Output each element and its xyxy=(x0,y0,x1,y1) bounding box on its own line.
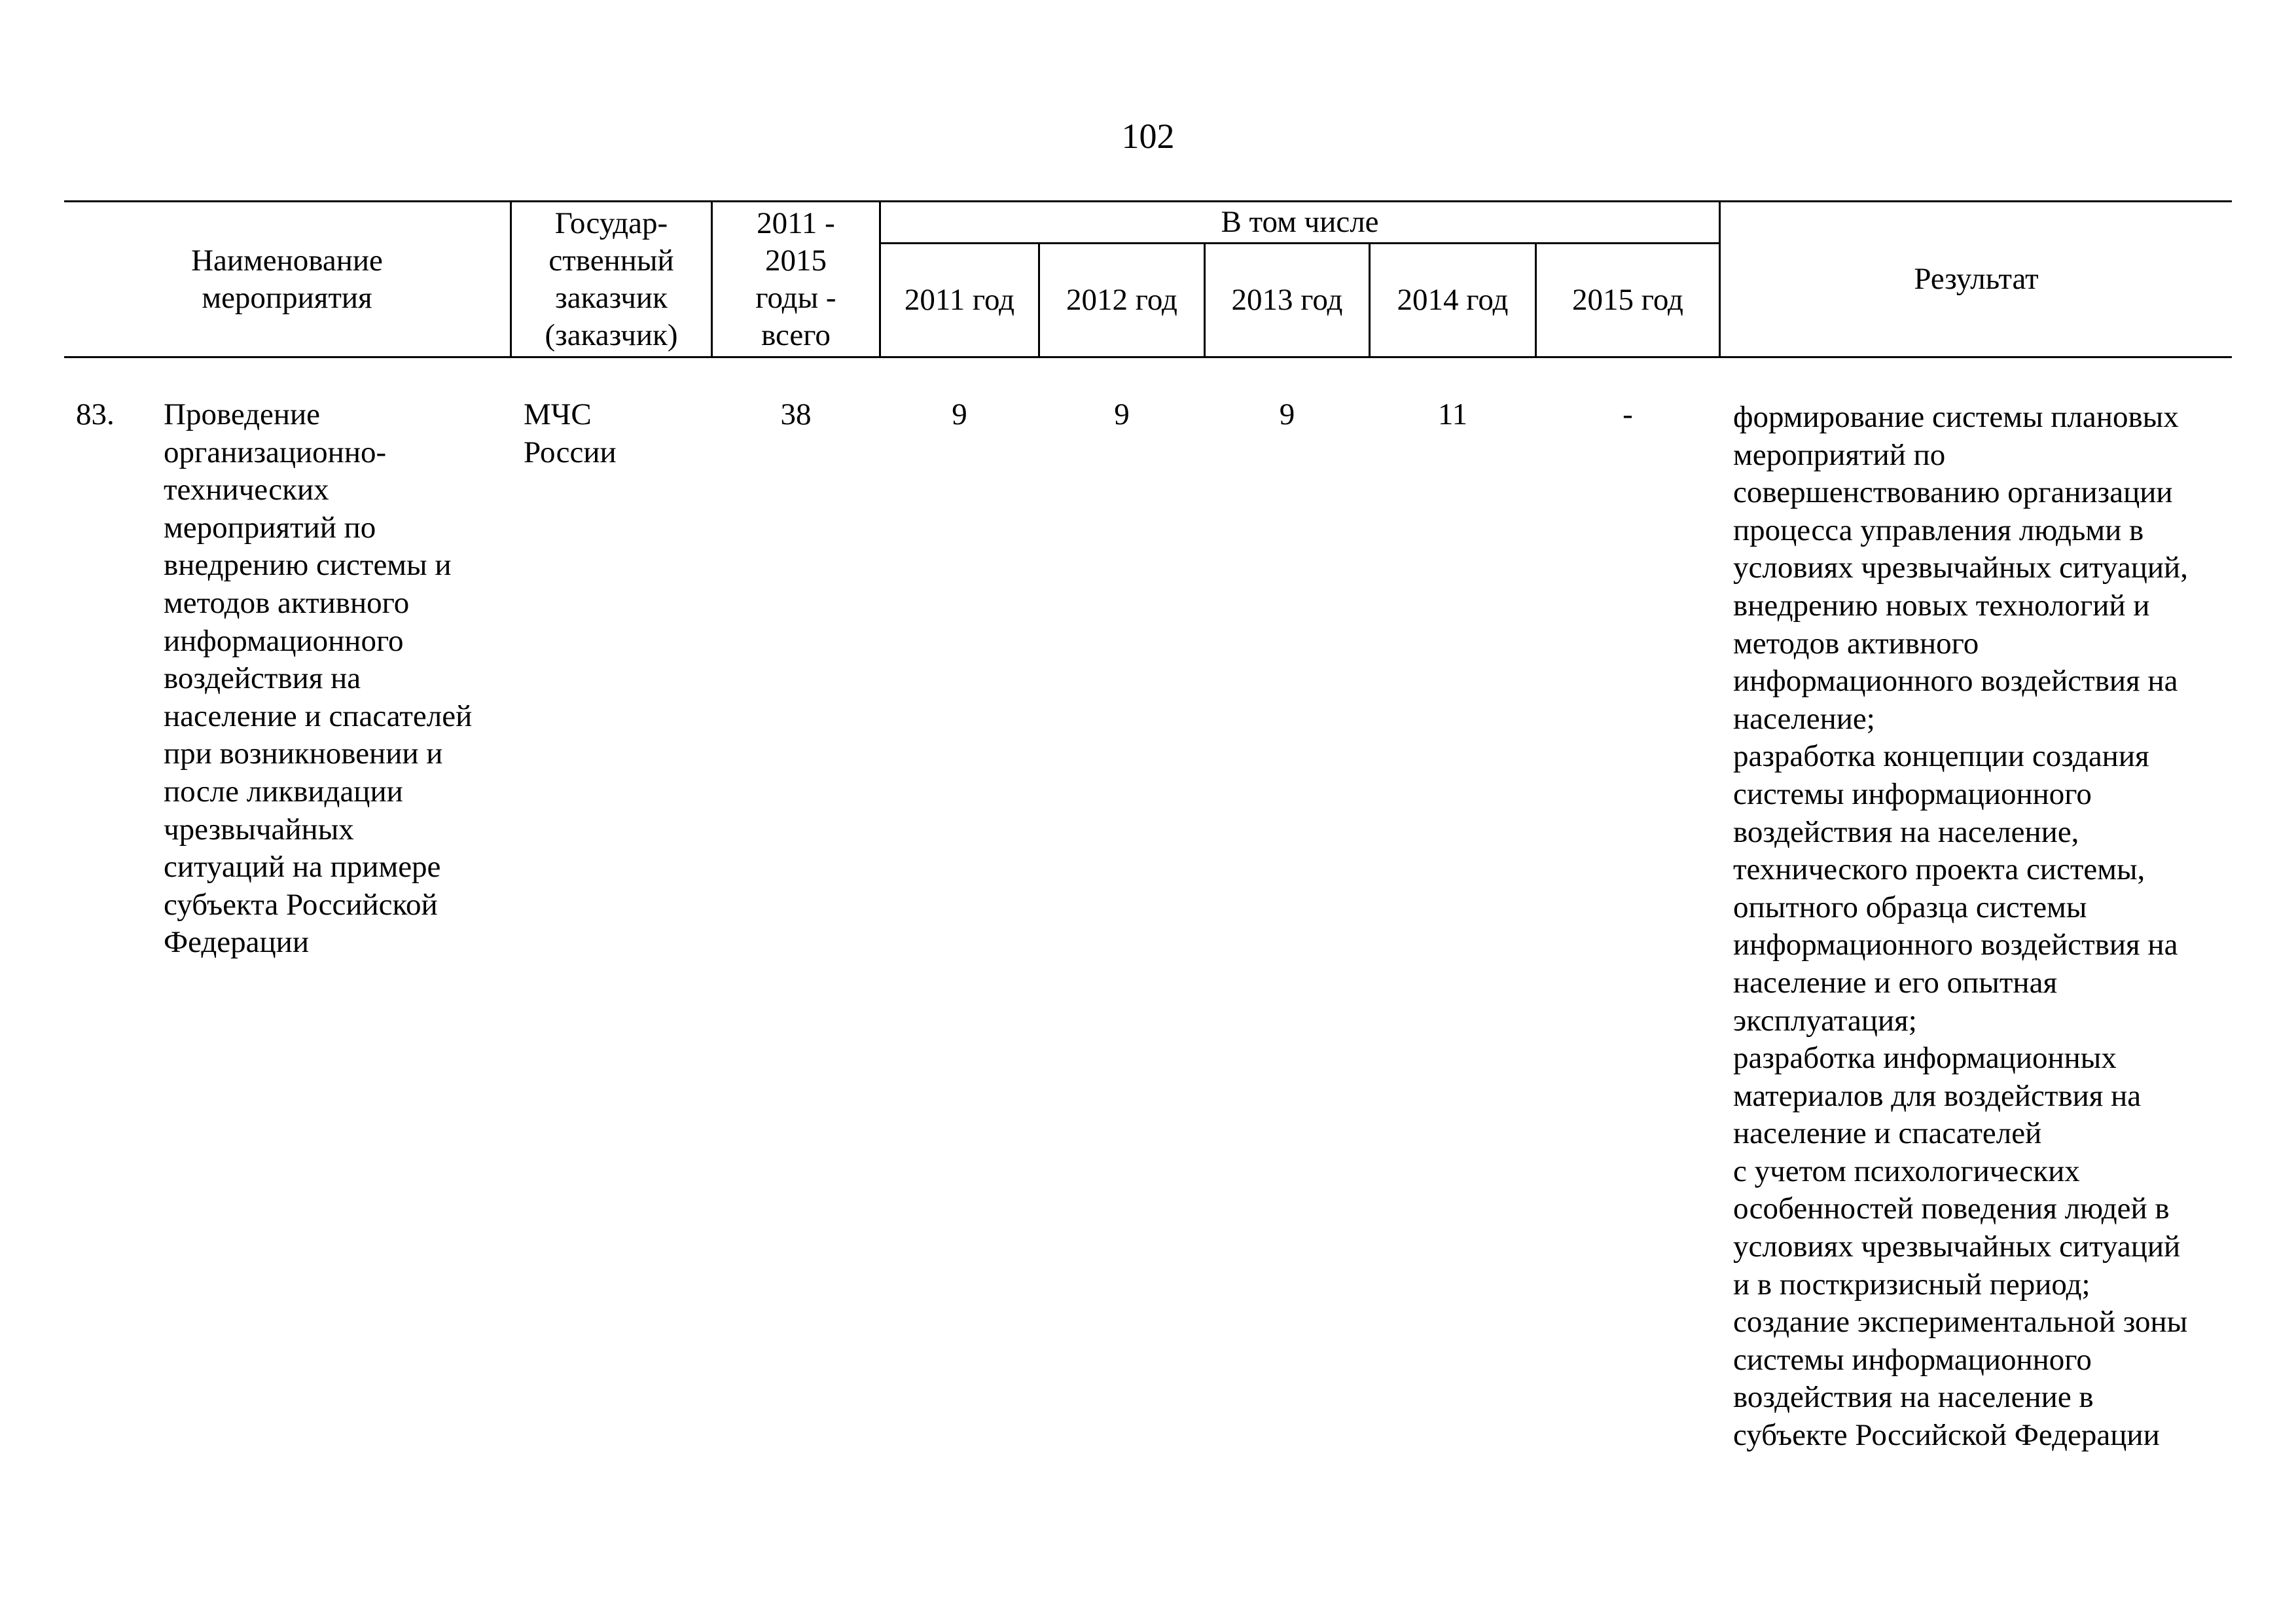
row-result-line: воздействия на население, xyxy=(1733,814,2079,849)
row-result-line: системы информационного xyxy=(1733,1342,2092,1377)
row-name-line: организационно- xyxy=(164,435,387,469)
header-including: В том числе xyxy=(1221,205,1379,239)
row-2015: - xyxy=(1623,397,1633,431)
row-result-line: процесса управления людьми в xyxy=(1733,513,2144,547)
row-result-line: информационного воздействия на xyxy=(1733,928,2178,962)
row-result-line: разработка информационных xyxy=(1733,1041,2117,1076)
row-result-line: население и его опытная xyxy=(1733,965,2058,1000)
header-customer-line: ственный xyxy=(548,243,674,278)
row-result-line: методов активного xyxy=(1733,626,1979,661)
header-year-2013: 2013 год xyxy=(1231,283,1343,317)
header-customer xyxy=(512,202,711,356)
row-name-line: при возникновении и xyxy=(164,737,443,771)
header-bottom-rule xyxy=(64,356,2232,358)
row-customer xyxy=(524,396,707,471)
row-name-line: методов активного xyxy=(164,585,410,620)
row-result-line: информационного воздействия на xyxy=(1733,664,2178,699)
header-year-2011: 2011 год xyxy=(904,283,1015,317)
header-total-line: годы - xyxy=(755,280,836,315)
row-result-line: материалов для воздействия на xyxy=(1733,1078,2142,1113)
row-customer-line: России xyxy=(524,435,617,469)
row-name-line: информационного xyxy=(164,623,404,658)
row-result-line: технического проекта системы, xyxy=(1733,852,2145,887)
row-result-line: создание экспериментальной зоны xyxy=(1733,1305,2188,1340)
row-result-line: системы информационного xyxy=(1733,776,2092,811)
row-result-line: население и спасателей xyxy=(1733,1116,2042,1151)
header-total xyxy=(713,202,879,356)
header-year-2012: 2012 год xyxy=(1066,283,1177,317)
row-name-line: мероприятий по xyxy=(164,510,376,545)
row-result xyxy=(1733,399,2231,1455)
header-result: Результат xyxy=(1914,262,2039,296)
row-2011: 9 xyxy=(952,397,967,431)
header-year-2015: 2015 год xyxy=(1572,283,1683,317)
row-result-line: особенностей поведения людей в xyxy=(1733,1192,2170,1226)
row-name-line: Федерации xyxy=(164,925,309,960)
header-name-line: мероприятия xyxy=(202,280,372,315)
row-result-line: формирование системы плановых xyxy=(1733,400,2179,434)
row-result-line: условиях чрезвычайных ситуаций xyxy=(1733,1230,2181,1264)
row-result-line: субъекте Российской Федерации xyxy=(1733,1418,2160,1453)
row-2014: 11 xyxy=(1437,397,1468,431)
row-customer-line: МЧС xyxy=(524,397,592,431)
header-total-line: 2011 - xyxy=(757,206,835,240)
header-customer-line: Государ- xyxy=(554,206,668,240)
row-result-line: внедрению новых технологий и xyxy=(1733,588,2150,623)
row-name-line: после ликвидации xyxy=(164,774,403,809)
row-name-line: Проведение xyxy=(164,397,321,431)
row-2013: 9 xyxy=(1279,397,1295,431)
row-name-line: технических xyxy=(164,473,329,507)
row-result-line: население; xyxy=(1733,701,1875,736)
row-result-line: с учетом психологических xyxy=(1733,1154,2080,1188)
row-result-line: совершенствованию организации xyxy=(1733,475,2173,510)
header-year-2014: 2014 год xyxy=(1397,283,1509,317)
row-result-line: условиях чрезвычайных ситуаций, xyxy=(1733,551,2188,585)
row-name-line: субъекта Российской xyxy=(164,887,438,922)
row-number: 83. xyxy=(76,397,115,431)
row-2012: 9 xyxy=(1114,397,1130,431)
row-name xyxy=(164,396,504,962)
row-name-line: внедрению системы и xyxy=(164,548,452,583)
header-total-line: всего xyxy=(761,318,831,352)
row-name-line: ситуаций на примере xyxy=(164,850,441,884)
row-name-line: население и спасателей xyxy=(164,699,473,733)
row-result-line: и в посткризисный период; xyxy=(1733,1267,2090,1302)
row-name-line: воздействия на xyxy=(164,661,361,696)
header-total-line: 2015 xyxy=(765,243,827,278)
row-name-line: чрезвычайных xyxy=(164,812,354,847)
header-name xyxy=(64,202,510,356)
row-result-line: воздействия на население в xyxy=(1733,1380,2094,1415)
row-result-line: эксплуатация; xyxy=(1733,1003,1917,1038)
row-result-line: опытного образца системы xyxy=(1733,890,2087,924)
header-customer-line: (заказчик) xyxy=(545,318,678,352)
row-result-line: разработка концепции создания xyxy=(1733,739,2149,774)
header-name-line: Наименование xyxy=(191,243,383,278)
page-number: 102 xyxy=(1121,117,1175,156)
header-customer-line: заказчик xyxy=(555,280,668,315)
row-result-line: мероприятий по xyxy=(1733,437,1946,472)
row-total: 38 xyxy=(780,397,812,431)
